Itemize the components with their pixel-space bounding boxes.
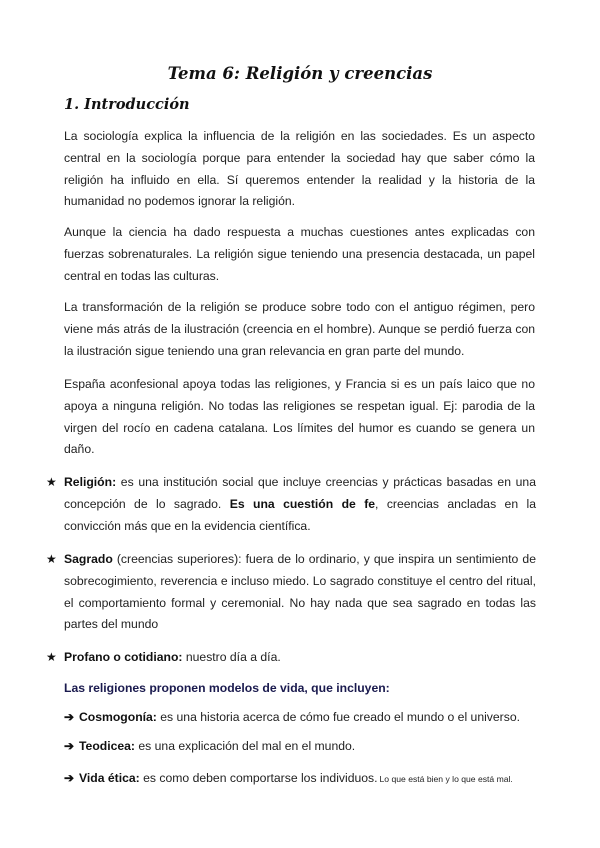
arrow-icon: ➔ — [64, 771, 75, 785]
arrow-item-teodicea — [64, 736, 544, 758]
models-subheading: Las religiones proponen modelos de vida, que incluyen: — [64, 681, 390, 695]
paragraph-3: La transformación de la religión se produce sobre todo con el antiguo régimen, pero viene más atrás de la ilustración (creencia en el hombre). Aunque se perdió fuerza con la ilustración sigue teniendo una gran relevancia en gran parte del mundo. — [64, 300, 535, 358]
bullet-sagrado-text — [64, 549, 536, 636]
bullet-profano-text — [64, 647, 536, 669]
term-vida-etica: Vida ética: — [79, 771, 140, 785]
teodicea-definition: es una explicación del mal en el mundo. — [135, 739, 356, 753]
religion-definition: es una institución social que incluye creencias y prácticas basadas en una concepción de lo sagrado. — [64, 475, 536, 511]
cosmogonia-definition: es una historia acerca de cómo fue creado el mundo o el universo. — [156, 710, 521, 724]
arrow-item-cosmogonia — [64, 707, 544, 729]
page-title: Tema 6: Religión y creencias — [167, 64, 433, 83]
bullet-profano — [46, 647, 536, 669]
profano-definition: nuestro día a día. — [182, 650, 281, 664]
arrow-item-vida-etica — [64, 768, 544, 791]
religion-emphasis: Es una cuestión de fe — [229, 496, 376, 511]
term-teodicea: Teodicea: — [79, 739, 135, 753]
arrow-icon: ➔ — [64, 710, 75, 724]
bullet-sagrado — [46, 549, 536, 636]
bullet-religion-text — [64, 472, 536, 537]
star-bullet-icon: ★ — [46, 475, 57, 489]
term-cosmogonia: Cosmogonía: — [79, 710, 157, 724]
star-bullet-icon: ★ — [46, 650, 57, 664]
star-bullet-icon: ★ — [46, 552, 57, 566]
term-sagrado: Sagrado — [64, 552, 113, 566]
term-profano: Profano o cotidiano: — [64, 650, 183, 664]
paragraph-1: La sociología explica la influencia de la religión en las sociedades. Es un aspecto central en la sociología porque para entender la sociedad hay que saber cómo la religión ha influido en ella. Sí queremos entender la realidad y la historia de la humanidad no podemos ignorar la religión. — [64, 129, 535, 209]
vida-etica-definition: es como deben comportarse los individuos. — [139, 771, 378, 785]
section-heading: 1. Introducción — [64, 96, 190, 113]
religion-definition-end: , creencias ancladas en la convicción más que en la evidencia científica. — [64, 496, 536, 533]
bullet-religion — [46, 472, 536, 537]
sagrado-definition: (creencias superiores): fuera de lo ordinario, y que inspira un sentimiento de sobrecogimiento, reverencia e incluso miedo. Lo sagrado constituye el centro del ritual, el comportamiento formal y ceremonial. No hay nada que sea sagrado en todas las partes del mundo — [64, 552, 536, 632]
paragraph-4: España aconfesional apoya todas las religiones, y Francia si es un país laico que no apoya a ninguna religión. No todas las religiones se respetan igual. Ej: parodia de la virgen del rocío en cadena catalana. Los límites del humor es cuando se genera un daño. — [64, 377, 535, 457]
vida-etica-note: Lo que está bien y lo que está mal. — [379, 774, 513, 784]
arrow-icon: ➔ — [64, 739, 75, 753]
term-religion: Religión: — [64, 475, 117, 489]
paragraph-2: Aunque la ciencia ha dado respuesta a muchas cuestiones antes explicadas con fuerzas sobrenaturales. La religión sigue teniendo una presencia destacada, un papel central en todas las culturas. — [64, 225, 535, 283]
